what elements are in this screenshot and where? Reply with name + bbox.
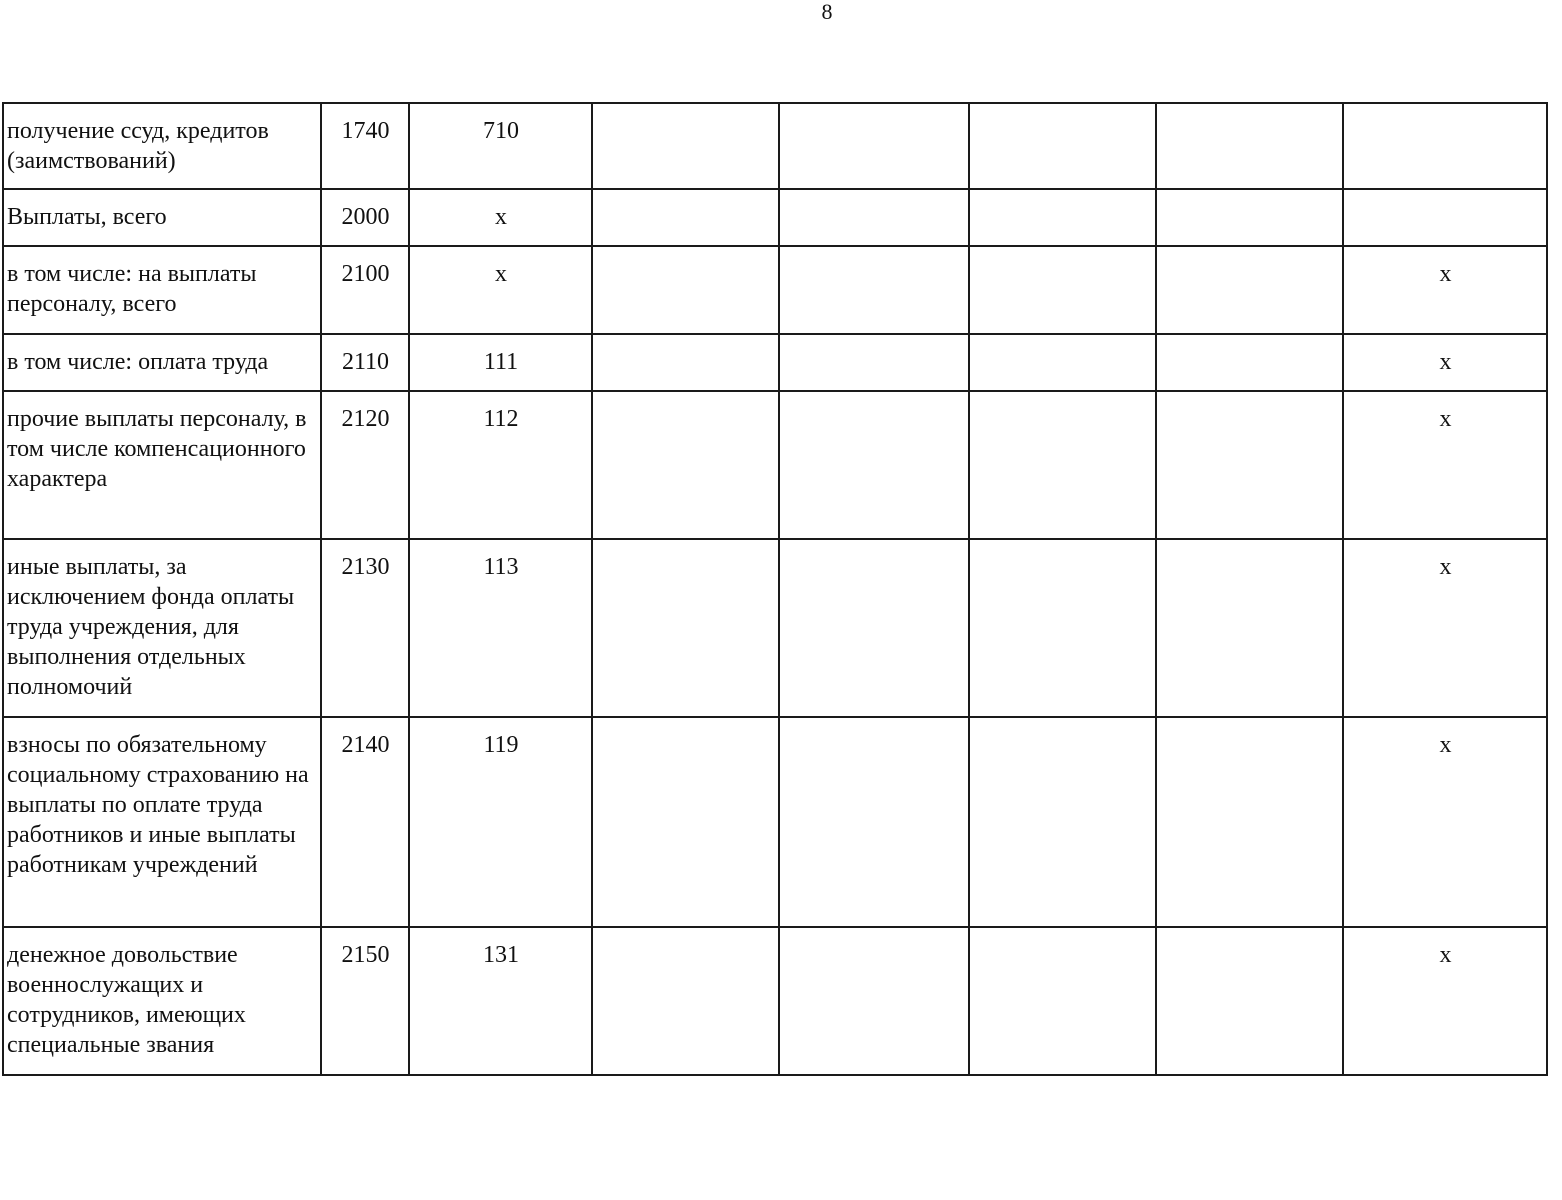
amount-cell xyxy=(1156,246,1343,334)
row-label: иные выплаты, за исключением фонда оплаты труда учреждения, для выполнения отдельных полномочий xyxy=(3,539,321,717)
amount-cell xyxy=(969,539,1156,717)
row-label: в том числе: на выплаты персоналу, всего xyxy=(3,246,321,334)
row-label: получение ссуд, кредитов (заимствований) xyxy=(3,103,321,189)
amount-cell xyxy=(592,103,779,189)
amount-cell xyxy=(592,391,779,539)
row-label: в том числе: оплата труда xyxy=(3,334,321,391)
table-row xyxy=(3,246,1547,334)
row-kbk-code: 112 xyxy=(409,391,592,539)
amount-cell xyxy=(1156,927,1343,1075)
amount-cell xyxy=(1156,391,1343,539)
row-kbk-code: 119 xyxy=(409,717,592,927)
row-kbk-code: x xyxy=(409,246,592,334)
table-row xyxy=(3,927,1547,1075)
page-number: 8 xyxy=(821,0,833,24)
row-kbk-code: 131 xyxy=(409,927,592,1075)
amount-cell xyxy=(592,927,779,1075)
table-row xyxy=(3,334,1547,391)
amount-cell xyxy=(969,717,1156,927)
amount-cell xyxy=(592,717,779,927)
row-last-value: x xyxy=(1343,334,1547,391)
amount-cell xyxy=(779,103,969,189)
amount-cell xyxy=(1156,717,1343,927)
financial-plan-table xyxy=(2,102,1548,1076)
amount-cell xyxy=(1156,539,1343,717)
amount-cell xyxy=(1156,334,1343,391)
amount-cell xyxy=(1156,189,1343,246)
row-kbk-code: 113 xyxy=(409,539,592,717)
row-code: 2150 xyxy=(321,927,409,1075)
amount-cell xyxy=(592,246,779,334)
row-last-value xyxy=(1343,189,1547,246)
amount-cell xyxy=(779,539,969,717)
row-code: 2100 xyxy=(321,246,409,334)
row-code: 2140 xyxy=(321,717,409,927)
row-label: прочие выплаты персоналу, в том числе компенсационного характера xyxy=(3,391,321,539)
row-code: 2120 xyxy=(321,391,409,539)
row-last-value: x xyxy=(1343,246,1547,334)
amount-cell xyxy=(592,189,779,246)
row-label: взносы по обязательному социальному страхованию на выплаты по оплате труда работников и иные выплаты работникам учреждений xyxy=(3,717,321,927)
row-kbk-code: x xyxy=(409,189,592,246)
table-row xyxy=(3,391,1547,539)
amount-cell xyxy=(779,927,969,1075)
amount-cell xyxy=(969,246,1156,334)
amount-cell xyxy=(779,189,969,246)
amount-cell xyxy=(779,391,969,539)
amount-cell xyxy=(779,717,969,927)
amount-cell xyxy=(969,927,1156,1075)
row-last-value: x xyxy=(1343,539,1547,717)
amount-cell xyxy=(969,334,1156,391)
amount-cell xyxy=(969,103,1156,189)
amount-cell xyxy=(969,189,1156,246)
row-code: 2000 xyxy=(321,189,409,246)
row-label: денежное довольствие военнослужащих и сотрудников, имеющих специальные звания xyxy=(3,927,321,1075)
row-last-value: x xyxy=(1343,391,1547,539)
row-kbk-code: 111 xyxy=(409,334,592,391)
row-code: 2130 xyxy=(321,539,409,717)
amount-cell xyxy=(779,334,969,391)
amount-cell xyxy=(592,334,779,391)
table-body xyxy=(3,103,1547,1075)
row-last-value xyxy=(1343,103,1547,189)
row-label: Выплаты, всего xyxy=(3,189,321,246)
amount-cell xyxy=(592,539,779,717)
amount-cell xyxy=(779,246,969,334)
table-row xyxy=(3,103,1547,189)
row-kbk-code: 710 xyxy=(409,103,592,189)
amount-cell xyxy=(969,391,1156,539)
row-code: 2110 xyxy=(321,334,409,391)
row-last-value: x xyxy=(1343,717,1547,927)
row-code: 1740 xyxy=(321,103,409,189)
amount-cell xyxy=(1156,103,1343,189)
row-last-value: x xyxy=(1343,927,1547,1075)
table-row xyxy=(3,717,1547,927)
table-row xyxy=(3,189,1547,246)
table-row xyxy=(3,539,1547,717)
